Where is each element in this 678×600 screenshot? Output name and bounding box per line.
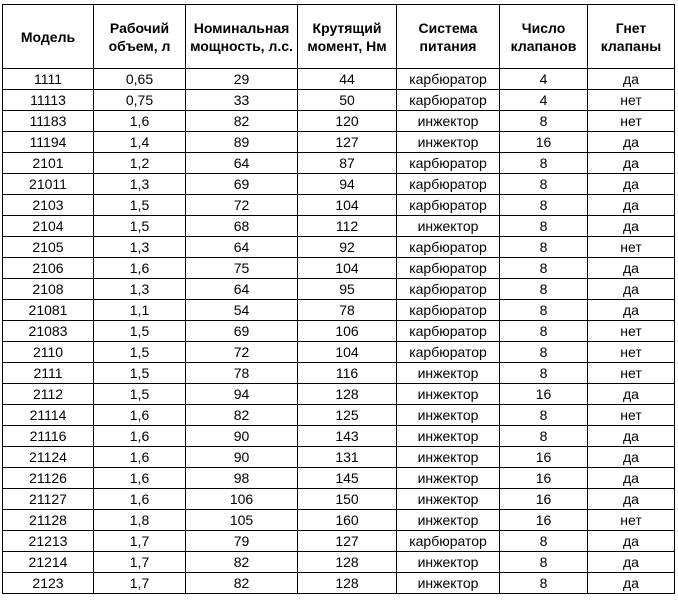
table-row [3,90,675,111]
cell-fuel-system: инжектор [397,111,500,132]
cell-power: 79 [186,531,298,552]
cell-displacement: 1,7 [94,573,186,594]
cell-displacement: 1,7 [94,552,186,573]
cell-power: 69 [186,321,298,342]
cell-torque: 125 [298,405,397,426]
table-row [3,531,675,552]
cell-power: 82 [186,405,298,426]
cell-bends-valves: нет [588,510,675,531]
cell-fuel-system: инжектор [397,573,500,594]
cell-torque: 78 [298,300,397,321]
cell-bends-valves: да [588,300,675,321]
cell-model: 2108 [3,279,94,300]
cell-displacement: 0,65 [94,69,186,90]
cell-torque: 143 [298,426,397,447]
cell-bends-valves: нет [588,321,675,342]
table-row [3,111,675,132]
cell-torque: 87 [298,153,397,174]
cell-displacement: 1,8 [94,510,186,531]
header-torque: Крутящий момент, Нм [298,5,397,69]
cell-displacement: 1,3 [94,237,186,258]
cell-bends-valves: да [588,426,675,447]
table-row [3,258,675,279]
cell-model: 2106 [3,258,94,279]
cell-fuel-system: карбюратор [397,342,500,363]
cell-bends-valves: да [588,384,675,405]
cell-power: 64 [186,237,298,258]
table-row [3,363,675,384]
table-row [3,321,675,342]
cell-model: 2101 [3,153,94,174]
header-bends-valves: Гнет клапаны [588,5,675,69]
cell-power: 29 [186,69,298,90]
cell-displacement: 1,4 [94,132,186,153]
cell-torque: 94 [298,174,397,195]
table-row [3,342,675,363]
cell-model: 2110 [3,342,94,363]
cell-bends-valves: да [588,279,675,300]
cell-valves: 8 [500,258,588,279]
cell-model: 2103 [3,195,94,216]
cell-model: 2111 [3,363,94,384]
cell-torque: 128 [298,384,397,405]
table-row [3,279,675,300]
cell-fuel-system: карбюратор [397,321,500,342]
header-fuel-system: Система питания [397,5,500,69]
cell-model: 11194 [3,132,94,153]
cell-fuel-system: инжектор [397,447,500,468]
cell-fuel-system: карбюратор [397,195,500,216]
cell-fuel-system: карбюратор [397,90,500,111]
cell-power: 64 [186,279,298,300]
table-row [3,468,675,489]
cell-valves: 8 [500,195,588,216]
table-row [3,153,675,174]
cell-fuel-system: инжектор [397,489,500,510]
cell-displacement: 1,5 [94,342,186,363]
table-row [3,195,675,216]
cell-model: 21214 [3,552,94,573]
cell-fuel-system: инжектор [397,405,500,426]
table-row [3,237,675,258]
cell-torque: 127 [298,531,397,552]
cell-valves: 8 [500,573,588,594]
cell-displacement: 1,5 [94,384,186,405]
cell-fuel-system: карбюратор [397,258,500,279]
cell-displacement: 1,6 [94,447,186,468]
header-displacement: Рабочий объем, л [94,5,186,69]
header-valves: Число клапанов [500,5,588,69]
cell-fuel-system: карбюратор [397,174,500,195]
cell-valves: 8 [500,174,588,195]
cell-fuel-system: инжектор [397,363,500,384]
cell-bends-valves: да [588,447,675,468]
cell-displacement: 0,75 [94,90,186,111]
cell-torque: 160 [298,510,397,531]
cell-power: 68 [186,216,298,237]
header-row [3,5,675,69]
cell-displacement: 1,6 [94,405,186,426]
cell-bends-valves: да [588,69,675,90]
cell-model: 11183 [3,111,94,132]
cell-model: 21127 [3,489,94,510]
header-power: Номинальная мощность, л.с. [186,5,298,69]
cell-fuel-system: инжектор [397,216,500,237]
cell-bends-valves: да [588,531,675,552]
cell-torque: 92 [298,237,397,258]
cell-bends-valves: да [588,195,675,216]
cell-power: 64 [186,153,298,174]
cell-displacement: 1,6 [94,489,186,510]
cell-torque: 131 [298,447,397,468]
table-header [3,5,675,69]
cell-torque: 128 [298,552,397,573]
cell-bends-valves: нет [588,237,675,258]
cell-bends-valves: да [588,573,675,594]
cell-valves: 8 [500,216,588,237]
cell-power: 75 [186,258,298,279]
cell-bends-valves: да [588,258,675,279]
cell-torque: 127 [298,132,397,153]
cell-model: 21114 [3,405,94,426]
table-row [3,573,675,594]
cell-valves: 4 [500,69,588,90]
cell-fuel-system: инжектор [397,510,500,531]
cell-displacement: 1,6 [94,426,186,447]
cell-bends-valves: да [588,174,675,195]
cell-model: 11113 [3,90,94,111]
cell-model: 21128 [3,510,94,531]
cell-fuel-system: карбюратор [397,531,500,552]
cell-displacement: 1,3 [94,174,186,195]
cell-displacement: 1,6 [94,258,186,279]
table-row [3,510,675,531]
cell-power: 72 [186,342,298,363]
cell-displacement: 1,6 [94,468,186,489]
cell-power: 33 [186,90,298,111]
cell-displacement: 1,5 [94,363,186,384]
cell-bends-valves: да [588,468,675,489]
cell-displacement: 1,2 [94,153,186,174]
cell-torque: 44 [298,69,397,90]
cell-fuel-system: инжектор [397,468,500,489]
table-row [3,447,675,468]
cell-power: 82 [186,573,298,594]
cell-torque: 150 [298,489,397,510]
cell-model: 21116 [3,426,94,447]
cell-displacement: 1,5 [94,195,186,216]
cell-fuel-system: карбюратор [397,153,500,174]
cell-torque: 95 [298,279,397,300]
cell-bends-valves: нет [588,111,675,132]
table-row [3,405,675,426]
cell-power: 72 [186,195,298,216]
cell-power: 82 [186,552,298,573]
cell-fuel-system: инжектор [397,552,500,573]
cell-displacement: 1,5 [94,216,186,237]
cell-power: 82 [186,111,298,132]
cell-valves: 8 [500,405,588,426]
cell-bends-valves: нет [588,405,675,426]
header-model: Модель [3,5,94,69]
table-row [3,426,675,447]
cell-torque: 104 [298,342,397,363]
cell-torque: 104 [298,258,397,279]
cell-power: 106 [186,489,298,510]
cell-valves: 8 [500,531,588,552]
cell-torque: 120 [298,111,397,132]
cell-bends-valves: да [588,489,675,510]
table-row [3,132,675,153]
cell-displacement: 1,6 [94,111,186,132]
cell-valves: 8 [500,111,588,132]
cell-valves: 16 [500,447,588,468]
cell-torque: 112 [298,216,397,237]
cell-bends-valves: нет [588,90,675,111]
cell-valves: 8 [500,321,588,342]
cell-bends-valves: нет [588,363,675,384]
table-row [3,300,675,321]
cell-power: 54 [186,300,298,321]
cell-fuel-system: карбюратор [397,300,500,321]
engine-specs-table [2,4,675,594]
cell-displacement: 1,7 [94,531,186,552]
cell-valves: 16 [500,468,588,489]
cell-power: 89 [186,132,298,153]
cell-valves: 8 [500,426,588,447]
cell-valves: 16 [500,489,588,510]
table-row [3,174,675,195]
cell-valves: 16 [500,384,588,405]
cell-power: 98 [186,468,298,489]
cell-torque: 106 [298,321,397,342]
cell-bends-valves: да [588,216,675,237]
cell-model: 21081 [3,300,94,321]
cell-bends-valves: да [588,153,675,174]
cell-fuel-system: инжектор [397,384,500,405]
cell-model: 21213 [3,531,94,552]
cell-torque: 145 [298,468,397,489]
cell-model: 2123 [3,573,94,594]
cell-fuel-system: инжектор [397,132,500,153]
cell-valves: 8 [500,552,588,573]
cell-valves: 16 [500,510,588,531]
table-row [3,489,675,510]
cell-valves: 8 [500,237,588,258]
table-row [3,216,675,237]
cell-displacement: 1,3 [94,279,186,300]
cell-power: 90 [186,447,298,468]
cell-displacement: 1,5 [94,321,186,342]
cell-power: 105 [186,510,298,531]
table-row [3,384,675,405]
cell-torque: 50 [298,90,397,111]
cell-displacement: 1,1 [94,300,186,321]
cell-model: 2112 [3,384,94,405]
cell-bends-valves: да [588,552,675,573]
table-row [3,69,675,90]
cell-fuel-system: карбюратор [397,237,500,258]
cell-bends-valves: нет [588,342,675,363]
cell-power: 69 [186,174,298,195]
cell-valves: 8 [500,153,588,174]
cell-model: 21011 [3,174,94,195]
cell-model: 2104 [3,216,94,237]
cell-model: 21126 [3,468,94,489]
cell-power: 78 [186,363,298,384]
cell-fuel-system: карбюратор [397,69,500,90]
cell-fuel-system: карбюратор [397,279,500,300]
table-row [3,552,675,573]
cell-fuel-system: инжектор [397,426,500,447]
cell-valves: 4 [500,90,588,111]
cell-power: 94 [186,384,298,405]
cell-model: 1111 [3,69,94,90]
cell-valves: 8 [500,279,588,300]
cell-torque: 128 [298,573,397,594]
cell-valves: 8 [500,363,588,384]
table-body [3,69,675,594]
cell-model: 21083 [3,321,94,342]
cell-model: 21124 [3,447,94,468]
cell-valves: 16 [500,132,588,153]
cell-power: 90 [186,426,298,447]
cell-torque: 104 [298,195,397,216]
cell-model: 2105 [3,237,94,258]
cell-valves: 8 [500,342,588,363]
cell-bends-valves: да [588,132,675,153]
cell-valves: 8 [500,300,588,321]
cell-torque: 116 [298,363,397,384]
